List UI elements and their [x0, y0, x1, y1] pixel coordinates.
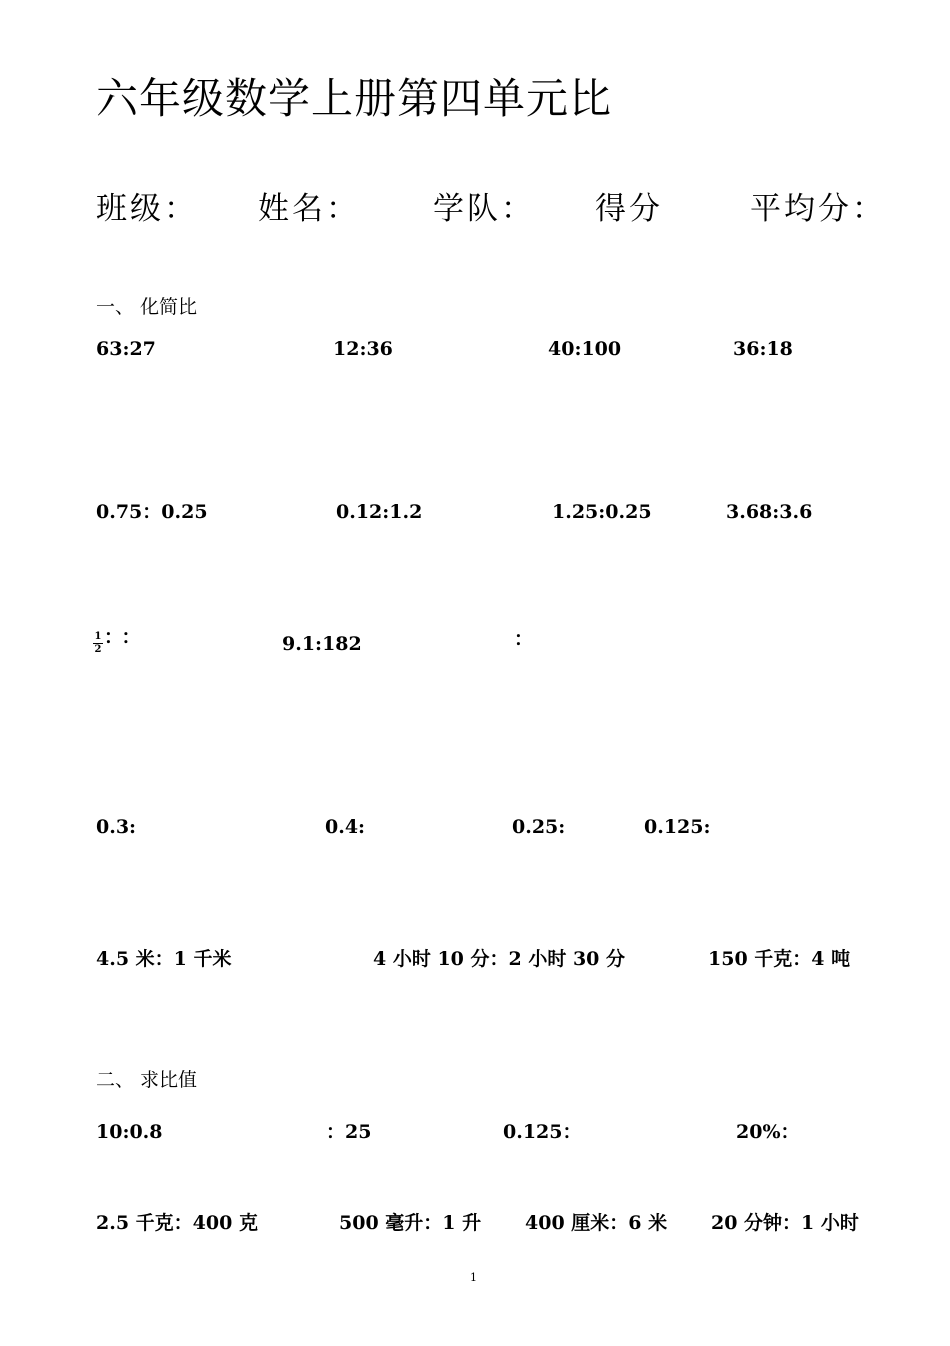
problem-3-3: ：: [514, 628, 534, 650]
problem-4-4: 0.125:: [644, 816, 711, 838]
ratio-value-2-4: 20 分钟：1 小时: [711, 1212, 859, 1234]
problem-1-3: 40:100: [548, 338, 622, 360]
ratio-value-1-4: 20%：: [736, 1121, 800, 1143]
problem-4-2: 0.4:: [325, 816, 366, 838]
problem-1-1: 63:27: [96, 338, 156, 360]
problem-1-4: 36:18: [733, 338, 793, 360]
problem-4-3: 0.25:: [512, 816, 566, 838]
problem-2-4: 3.68:3.6: [726, 501, 813, 523]
page-number: 1: [470, 1271, 477, 1284]
ratio-value-2-3: 400 厘米：6 米: [525, 1212, 668, 1234]
score-label: 得分: [595, 191, 663, 227]
problem-5-1: 4.5 米：1 千米: [96, 948, 232, 970]
problem-4-1: 0.3:: [96, 816, 137, 838]
problem-5-2: 4 小时 10 分：2 小时 30 分: [373, 948, 626, 970]
section1-heading: 一、 化简比: [96, 296, 198, 318]
problem-2-2: 0.12:1.2: [336, 501, 423, 523]
fraction-numerator: 1: [94, 631, 102, 642]
team-label: 学队：: [433, 191, 535, 227]
fraction-colons: ：：: [104, 626, 149, 648]
problem-1-2: 12:36: [333, 338, 393, 360]
problem-5-3: 150 千克：4 吨: [708, 948, 851, 970]
ratio-value-1-1: 10:0.8: [96, 1121, 163, 1143]
problem-3-2: 9.1:182: [282, 633, 362, 655]
ratio-value-1-2: ：25: [326, 1121, 372, 1143]
class-label: 班级：: [96, 191, 198, 227]
fraction-denominator: 2: [94, 644, 102, 655]
average-label: 平均分：: [750, 191, 886, 227]
fraction-one-half: [93, 632, 103, 655]
worksheet-title: 六年级数学上册第四单元比: [96, 74, 613, 123]
ratio-value-1-3: 0.125：: [503, 1121, 582, 1143]
problem-2-1: 0.75：0.25: [96, 501, 208, 523]
name-label: 姓名：: [258, 191, 360, 227]
section2-heading: 二、 求比值: [96, 1069, 198, 1091]
ratio-value-2-1: 2.5 千克：400 克: [96, 1212, 258, 1234]
ratio-value-2-2: 500 毫升：1 升: [339, 1212, 482, 1234]
problem-2-3: 1.25:0.25: [552, 501, 652, 523]
